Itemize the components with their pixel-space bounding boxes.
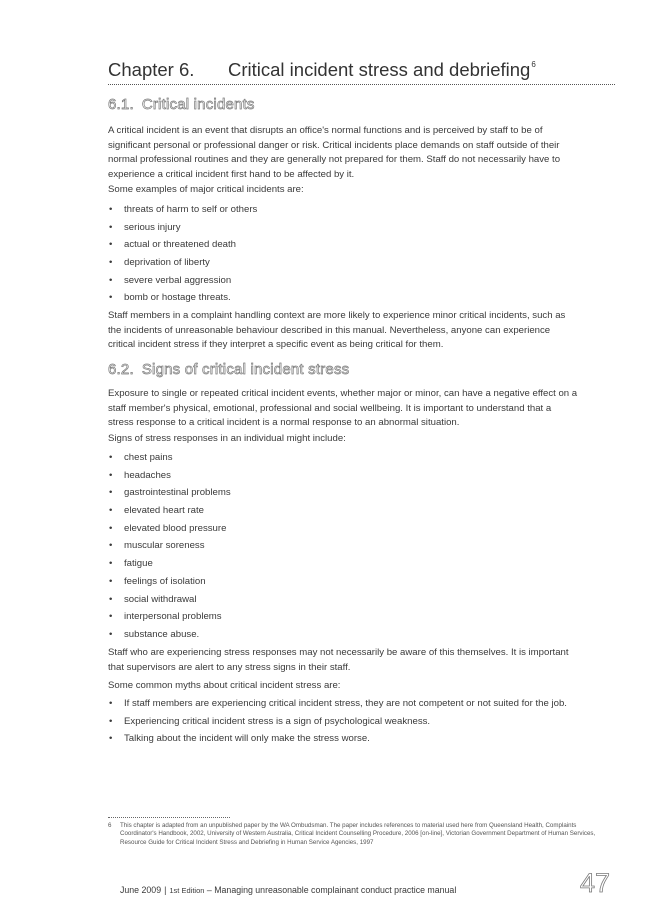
bullet-icon: • <box>109 292 113 304</box>
footnote <box>108 822 608 847</box>
footer-edition: 1st Edition <box>169 886 205 895</box>
myths-list <box>108 697 578 750</box>
list-item <box>108 593 578 611</box>
list-item <box>108 697 578 712</box>
list-item-text: fatigue <box>124 558 153 570</box>
list-item-text: elevated heart rate <box>124 505 205 517</box>
list-item-text: Experiencing critical incident stress is a sign of psychological weakness. <box>124 715 431 727</box>
list-item-text: threats of harm to self or others <box>124 204 258 215</box>
myths-intro: Some common myths about critical incident stress are: <box>108 680 341 691</box>
bullet-icon: • <box>109 257 113 269</box>
list-item <box>108 715 578 730</box>
bullet-icon: • <box>109 522 113 534</box>
page-number: 47 <box>580 868 611 898</box>
list-item <box>108 575 578 593</box>
list-item-text: elevated blood pressure <box>124 522 227 534</box>
bullet-icon: • <box>109 611 113 623</box>
footnote-divider <box>108 817 230 818</box>
chapter-title-text: Critical incident stress and debriefing <box>228 59 531 80</box>
footer-separator: | <box>164 885 167 895</box>
section-title: Critical incidents <box>141 96 255 113</box>
list-item-text: actual or threatened death <box>124 239 237 251</box>
section1-paragraph-1: A critical incident is an event that disrupts an office's normal functions and is perceived by staff to be of significant personal or professional danger or risk. Critical incidents place demands on staff outside of their normal professional routines and they are generally not prepared for them. Staff do not necessarily have to experience a critical incident first hand to be affected by it. <box>108 125 561 180</box>
list-item <box>108 221 578 239</box>
stress-signs-list <box>108 451 578 646</box>
bullet-icon: • <box>109 274 113 286</box>
list-item-text: headaches <box>124 469 171 481</box>
bullet-icon: • <box>109 733 113 745</box>
list-item <box>108 486 578 504</box>
chapter-number: Chapter 6. <box>108 59 195 80</box>
section-heading-6-1 <box>108 96 255 113</box>
list-item-text: interpersonal problems <box>124 611 222 623</box>
bullet-icon: • <box>109 715 113 727</box>
chapter-footnote-ref: 6 <box>531 60 536 69</box>
bullet-icon: • <box>109 452 113 463</box>
list-item-text: If staff members are experiencing critical incident stress, they are not competent or not suited for the job. <box>124 698 567 709</box>
list-item-text: chest pains <box>124 452 173 463</box>
list-item <box>108 539 578 557</box>
bullet-icon: • <box>109 469 113 481</box>
list-item-text: bomb or hostage threats. <box>124 292 231 304</box>
list-item-text: substance abuse. <box>124 628 200 640</box>
list-item <box>108 522 578 540</box>
section2-paragraph-1: Exposure to single or repeated critical incident events, whether major or minor, can have a negative effect on a staff member's physical, emotional, professional and social wellbeing. It is important to understand that a stress response to a critical incident is a normal response to an abnormal situation. <box>108 388 578 429</box>
section-number: 6.1. <box>108 96 134 113</box>
chapter-title <box>228 59 536 81</box>
bullet-icon: • <box>109 540 113 552</box>
list-item-text: Talking about the incident will only make the stress worse. <box>124 733 370 745</box>
list-item-text: social withdrawal <box>124 593 197 605</box>
footnote-text: This chapter is adapted from an unpublished paper by the WA Ombudsman. The paper includes references to material used here from Queensland Health, Complaints Coordinator's Handbook, 2002, University of Western Australia, Critical Incident Counselling Procedure, 2006 [on-line], Victorian Government Department of Human Services, Resource Guide for Critical Incident Stress and Debriefing in Human Service Agencies, 1997 <box>120 822 596 846</box>
bullet-icon: • <box>109 558 113 570</box>
list-item <box>108 451 578 469</box>
bullet-icon: • <box>109 204 113 215</box>
list-item <box>108 732 578 747</box>
bullet-icon: • <box>109 575 113 587</box>
bullet-icon: • <box>109 239 113 251</box>
bullet-icon: • <box>109 221 113 233</box>
bullet-icon: • <box>109 698 113 709</box>
list-item <box>108 557 578 575</box>
list-item-text: serious injury <box>124 221 181 233</box>
bullet-icon: • <box>109 593 113 605</box>
list-item-text: feelings of isolation <box>124 575 206 587</box>
list-item <box>108 203 578 221</box>
list-item <box>108 274 578 292</box>
list-item <box>108 504 578 522</box>
list-item <box>108 238 578 256</box>
list-item <box>108 628 578 646</box>
bullet-icon: • <box>109 505 113 517</box>
list-item-text: gastrointestinal problems <box>124 487 231 499</box>
list-item <box>108 610 578 628</box>
bullet-icon: • <box>109 628 113 640</box>
list-item-text: deprivation of liberty <box>124 257 210 269</box>
section-title: Signs of critical incident stress <box>141 361 350 378</box>
footer-date: June 2009 <box>120 885 162 895</box>
section2-list-intro: Signs of stress responses in an individual might include: <box>108 433 346 444</box>
list-item-text: muscular soreness <box>124 540 205 552</box>
page-footer <box>120 885 456 895</box>
section2-paragraph-2: Staff who are experiencing stress responses may not necessarily be aware of this themselves. It is important that supervisors are alert to any stress signs in their staff. <box>108 647 569 673</box>
section-heading-6-2 <box>108 361 349 378</box>
chapter-heading <box>108 58 615 85</box>
list-item <box>108 291 578 309</box>
section1-paragraph-2: Staff members in a complaint handling context are more likely to experience minor critical incidents, such as the incidents of unreasonable behaviour described in this manual. Nevertheless, anyone can experience critical incident stress if they interpret a specific event as being critical for them. <box>108 310 566 351</box>
footer-title: – Managing unreasonable complainant conduct practice manual <box>206 885 457 895</box>
list-item <box>108 256 578 274</box>
footnote-number: 6 <box>108 822 112 829</box>
bullet-icon: • <box>109 487 113 499</box>
list-item-text: severe verbal aggression <box>124 274 232 286</box>
list-item <box>108 469 578 487</box>
critical-incident-examples-list <box>108 203 578 309</box>
section-number: 6.2. <box>108 361 134 378</box>
section1-list-intro: Some examples of major critical incidents are: <box>108 184 304 195</box>
